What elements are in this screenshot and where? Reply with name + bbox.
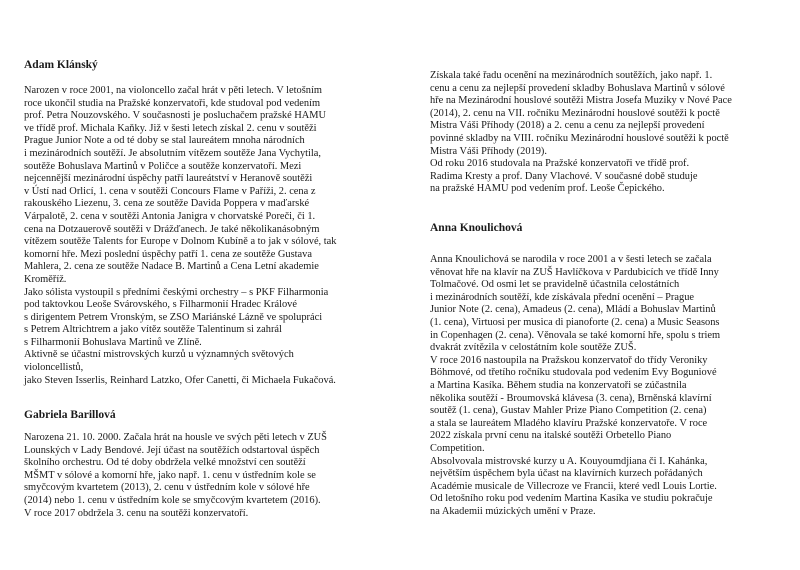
text-line: Várpalotě, 2. cena v soutěži Antonia Janigra v chorvatské Poreči, či 1. <box>24 210 316 222</box>
text-line: MŠMT v sólové a komorní hře, jako např. 1. cenu v ústředním kole se <box>24 469 316 481</box>
text-line: s Filharmonií Bohuslava Martinů ve Zlíně. <box>24 336 202 348</box>
text-line: roce ukončil studia na Pražské konzervatoři, kde studoval pod vedením <box>24 97 321 109</box>
text-line: Jako sólista vystoupil s předními českými orchestry – s PKF Filharmonia <box>24 286 329 298</box>
text-line: i mezinárodních soutěží, kde získávala přední ocenění – Prague <box>430 291 694 303</box>
text-line: školního orchestru. Od té doby obdržela velké množství cen soutěží <box>24 457 306 469</box>
text-line: Od roku 2016 studovala na Pražské konzervatoři ve třídě prof. <box>430 158 690 170</box>
text-line: in Copenhagen (2. cena). Věnovala se také komorní hře, spolu s triem <box>430 329 721 341</box>
text-line: Radima Kresty a prof. Dany Vlachové. V současné době studuje <box>430 170 698 182</box>
text-line: Absolvovala mistrovské kurzy u A. Kouyoumdjiana či I. Kahánka, <box>430 455 708 467</box>
text-line: Lounských v Lady Bendové. Její účast na soutěžích odstartoval úspěch <box>24 444 320 456</box>
text-line: rakouského Liezenu, 3. cena ze soutěže Davida Poppera v maďarské <box>24 198 310 210</box>
text-line: Anna Knoulichová se narodila v roce 2001 a v šesti letech se začala <box>430 254 712 265</box>
text-line: Získala také řadu ocenění na mezinárodních soutěžích, jako např. 1. <box>430 70 713 81</box>
text-line: Kroměříž. <box>24 273 67 285</box>
bio-gabriela-barillova-continued <box>430 70 732 196</box>
text-line: Prague Junior Note a od té doby se stal laureátem mnoha národních <box>24 135 305 147</box>
text-line: Od letošního roku pod vedením Martina Kasíka ve studiu pokračuje <box>430 493 713 505</box>
text-line: Junior Note (2. cena), Amadeus (2. cena), Mládí a Bohuslav Martinů <box>430 304 716 316</box>
text-line: jako Steven Isserlis, Reinhard Latzko, Ofer Canetti, či Michaela Fukačová. <box>24 374 336 386</box>
text-line: soutěže Bohuslava Martinů v Poličce a soutěže konzervatoří. Mezi <box>24 160 302 172</box>
text-line: cena na Dotzauerově soutěži v Drážďanech. Je také několikanásobným <box>24 223 320 235</box>
text-line: Mistra Váši Příhody (2018) a 2. cenu a cenu za nejlepší provedení <box>430 120 705 132</box>
text-line: (1. cena), Virtuosi per musica di pianoforte (2. cena) a Music Seasons <box>430 316 720 328</box>
section-title-adam-klansky: Adam Klánský <box>24 59 98 71</box>
text-line: vítězem soutěže Talents for Europe v Dolnom Kubíně a to jak v sólové, tak <box>24 236 337 248</box>
bio-anna-knoulichova <box>430 254 720 518</box>
text-line: nejcennější mezinárodní úspěchy patří laureátství v Heranově soutěži <box>24 173 313 185</box>
text-line: a stala se laureátem Mladého klavíru Pražské konzervatoře. V roce <box>430 417 708 429</box>
text-line: V roce 2017 obdržela 3. cenu na soutěži konzervatoří. <box>24 507 249 519</box>
text-line: Narozena 21. 10. 2000. Začala hrát na housle ve svých pěti letech v ZUŠ <box>24 432 327 443</box>
text-line: pod taktovkou Leoše Svárovského, s Filharmonií Hradec Králové <box>24 299 297 311</box>
text-line: prof. Petra Nouzovského. V současnosti je posluchačem pražské HAMU <box>24 110 327 122</box>
text-line: v Ústí nad Orlicí, 1. cena v soutěži Concours Flame v Paříži, 2. cena z <box>24 185 316 197</box>
text-line: (2014), 2. cenu na VII. ročníku Mezinárodní houslové soutěži k poctě <box>430 107 720 119</box>
text-line: 2022 získala první cenu na italské soutěži Orbetello Piano <box>430 430 672 442</box>
bio-gabriela-barillova <box>24 432 327 520</box>
text-line: největším úspěchem byla účast na klavírních kurzech pořádaných <box>430 468 703 480</box>
text-line: cenu a cenu za nejlepší provedení skladby Bohuslava Martinů v sólové <box>430 82 725 94</box>
text-line: ve třídě prof. Michala Kaňky. Již v šesti letech získal 2. cenu v soutěži <box>24 122 317 134</box>
text-line: Competition. <box>430 442 485 454</box>
text-line: Mahlera, 2. cena ze soutěže Nadace B. Martinů a Cena Letní akademie <box>24 261 319 273</box>
text-line: (2014) nebo 1. cenu v ústředním kole se smyčcovým kvartetem (2016). <box>24 494 321 506</box>
section-title-gabriela-barillova: Gabriela Barillová <box>24 409 116 421</box>
text-line: V roce 2016 nastoupila na Pražskou konzervatoř do třídy Veroniky <box>430 354 708 366</box>
text-line: violoncellistů, <box>24 362 84 374</box>
text-line: Aktivně se účastní mistrovských kurzů u významných světových <box>24 349 294 361</box>
section-title-anna-knoulichova: Anna Knoulichová <box>430 222 523 234</box>
text-line: na Akademii múzických umění v Praze. <box>430 505 596 517</box>
bio-adam-klansky <box>24 85 336 387</box>
text-line: Académie musicale de Villecroze ve Francii, které vedl Louis Lortie. <box>430 480 717 492</box>
text-line: dvakrát zvítězila v celostátním kole soutěže ZUŠ. <box>430 342 637 354</box>
text-line: s Petrem Altrichtrem a jako vítěz soutěže Talentinum si zahrál <box>24 324 282 336</box>
text-line: i mezinárodních soutěží. Je absolutním vítězem soutěže Jana Vychytila, <box>24 147 322 159</box>
text-line: Mistra Váši Příhody (2019). <box>430 145 547 157</box>
text-line: Tolmačové. Od osmi let se pravidelně účastnila celostátních <box>430 279 680 291</box>
text-line: na pražské HAMU pod vedením prof. Leoše Čepického. <box>430 183 665 195</box>
text-line: věnovat hře na klavír na ZUŠ Havlíčkova v Pardubicích ve třídě Inny <box>430 266 719 278</box>
text-line: povinné skladby na VIII. ročníku Mezinárodní houslové soutěži k poctě <box>430 132 729 144</box>
text-line: soutěž (1. cena), Gustav Mahler Prize Piano Competition (2. cena) <box>430 405 707 417</box>
text-line: hře na Mezinárodní houslové soutěži Mistra Josefa Muziky v Nové Pace <box>430 95 732 107</box>
text-line: komorní hře. Mezi poslední úspěchy patří 1. cena ze soutěže Gustava <box>24 248 312 260</box>
text-line: Narozen v roce 2001, na violoncello začal hrát v pěti letech. V letošním <box>24 85 322 96</box>
text-line: smyčcovým kvartetem (2013), 2. cenu v ústředním kole v sólové hře <box>24 482 310 494</box>
text-line: několika soutěží - Broumovská klávesa (3. cena), Brněnská klavírní <box>430 392 712 404</box>
text-line: s dirigentem Petrem Vronským, se ZSO Mariánské Lázně ve spolupráci <box>24 311 323 323</box>
text-line: Böhmové, od třetího ročníku studovala pod vedením Evy Boguniové <box>430 367 717 379</box>
text-line: a Martina Kasíka. Během studia na konzervatoři se zúčastnila <box>430 379 687 391</box>
